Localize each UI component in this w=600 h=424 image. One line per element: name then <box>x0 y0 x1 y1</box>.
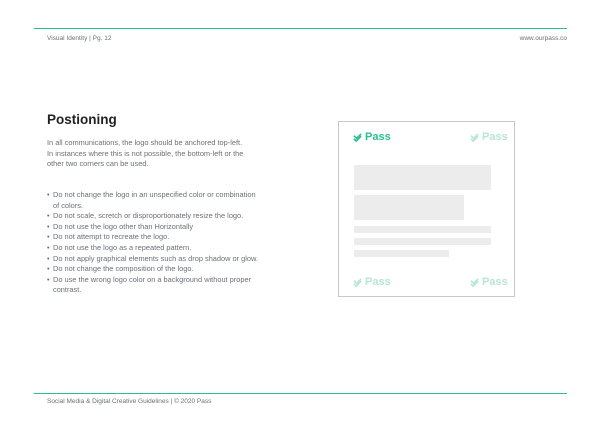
list-item: • Do not use the logo other than Horizontally <box>47 222 262 233</box>
pass-arrow-icon <box>353 133 362 142</box>
list-item: • Do not scale, scretch or disproportionately resize the logo. <box>47 211 262 222</box>
placeholder-line <box>354 238 491 245</box>
logo-wordmark: Pass <box>482 276 508 288</box>
page-title: Postioning <box>47 112 117 127</box>
intro-paragraph: In all communications, the logo should be anchored top-left. In instances where this is not possible, the bottom-left or the other two corners can be used. <box>47 138 244 169</box>
logo-top-right <box>470 131 508 143</box>
placeholder-line <box>354 250 449 257</box>
logo-wordmark: Pass <box>365 131 391 143</box>
logo-wordmark: Pass <box>365 276 391 288</box>
header-page-label: Visual Identity | Pg. 12 <box>47 35 112 42</box>
list-item: • Do not change the logo in an unspecified color or combination of colors. <box>47 190 262 211</box>
list-item: • Do not apply graphical elements such as drop shadow or glow. <box>47 254 262 265</box>
header-website: www.ourpass.co <box>519 35 567 42</box>
logo-positioning-example <box>338 121 515 297</box>
list-item: • Do not attempt to recreate the logo. <box>47 232 262 243</box>
pass-arrow-icon <box>470 278 479 287</box>
placeholder-block <box>354 165 491 190</box>
placeholder-block <box>354 195 464 220</box>
list-item: • Do not change the composition of the logo. <box>47 264 262 275</box>
logo-bottom-right <box>470 276 508 288</box>
logo-bottom-left <box>353 276 391 288</box>
header-rule <box>34 28 567 29</box>
list-item: • Do not use the logo as a repeated pattern. <box>47 243 262 254</box>
rules-list <box>47 190 262 296</box>
logo-wordmark: Pass <box>482 131 508 143</box>
pass-arrow-icon <box>353 278 362 287</box>
footer-rule <box>34 393 567 394</box>
list-item: • Do use the wrong logo color on a background without proper contrast. <box>47 275 262 296</box>
logo-top-left <box>353 131 391 143</box>
footer-text: Social Media & Digital Creative Guidelines | © 2020 Pass <box>47 398 212 405</box>
placeholder-line <box>354 226 491 233</box>
pass-arrow-icon <box>470 133 479 142</box>
